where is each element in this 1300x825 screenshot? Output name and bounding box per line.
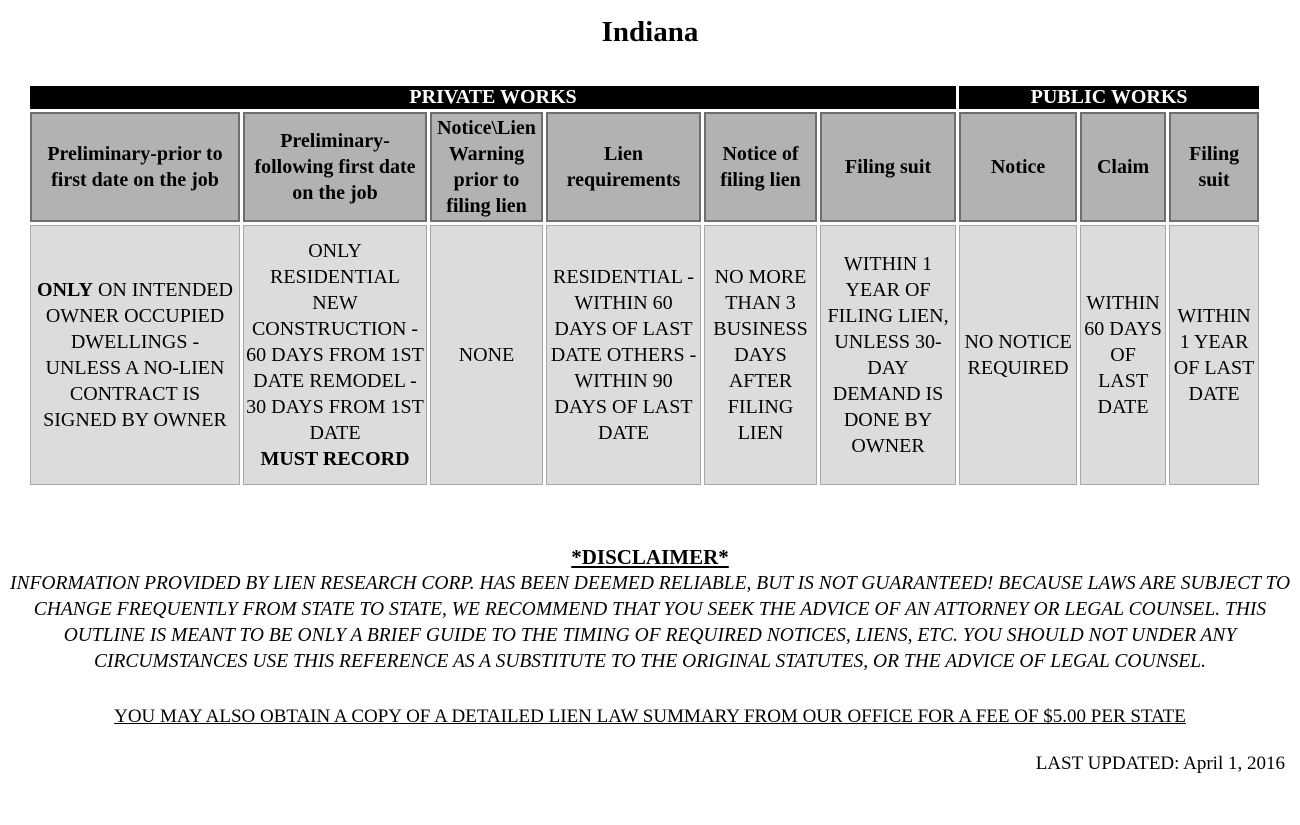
column-header-row bbox=[30, 112, 1259, 222]
col-header-notice-lien-warning: Notice\Lien Warning prior to filing lien bbox=[430, 112, 543, 222]
cell-preliminary-prior bbox=[30, 225, 240, 485]
col-header-preliminary-following: Preliminary-following first date on the job bbox=[243, 112, 427, 222]
disclaimer-heading: *DISCLAIMER* bbox=[571, 545, 729, 569]
col-header-filing-suit-public: Filing suit bbox=[1169, 112, 1259, 222]
cell-notice-lien-warning: NONE bbox=[430, 225, 543, 485]
cell-filing-suit-public: WITHIN 1 YEAR OF LAST DATE bbox=[1169, 225, 1259, 485]
cell-preliminary-following bbox=[243, 225, 427, 485]
cell-notice-public: NO NOTICE REQUIRED bbox=[959, 225, 1077, 485]
cell-claim-public: WITHIN 60 DAYS OF LAST DATE bbox=[1080, 225, 1166, 485]
col-header-preliminary-prior: Preliminary-prior to first date on the job bbox=[30, 112, 240, 222]
col-header-claim-public: Claim bbox=[1080, 112, 1166, 222]
col-header-lien-requirements: Lien requirements bbox=[546, 112, 701, 222]
page-title: Indiana bbox=[601, 16, 699, 48]
cell-preliminary-following-bold-text: MUST RECORD bbox=[260, 448, 410, 470]
cell-filing-suit-private: WITHIN 1 YEAR OF FILING LIEN, UNLESS 30-DAY DEMAND IS DONE BY OWNER bbox=[820, 225, 956, 485]
footer-offer-line: YOU MAY ALSO OBTAIN A COPY OF A DETAILED LIEN LAW SUMMARY FROM OUR OFFICE FOR A FEE OF $5.00 PER STATE bbox=[114, 706, 1186, 727]
cell-preliminary-prior-bold-text: ONLY bbox=[37, 279, 93, 301]
col-header-notice-public: Notice bbox=[959, 112, 1077, 222]
section-header-public-works: PUBLIC WORKS bbox=[959, 86, 1259, 109]
last-updated-label: LAST UPDATED: April 1, 2016 bbox=[1035, 753, 1285, 774]
section-header-row bbox=[30, 86, 1259, 109]
section-header-private-works: PRIVATE WORKS bbox=[30, 86, 956, 109]
cell-notice-of-filing-lien: NO MORE THAN 3 BUSINESS DAYS AFTER FILING LIEN bbox=[704, 225, 817, 485]
cell-preliminary-prior-text: ON INTENDED OWNER OCCUPIED DWELLINGS - UNLESS A NO-LIEN CONTRACT IS SIGNED BY OWNER bbox=[43, 279, 233, 431]
cell-lien-requirements: RESIDENTIAL - WITHIN 60 DAYS OF LAST DATE OTHERS - WITHIN 90 DAYS OF LAST DATE bbox=[546, 225, 701, 485]
data-row bbox=[30, 225, 1259, 485]
col-header-filing-suit-private: Filing suit bbox=[820, 112, 956, 222]
lien-law-table bbox=[27, 83, 1262, 488]
cell-preliminary-following-text: ONLY RESIDENTIAL NEW CONSTRUCTION - 60 DAYS FROM 1ST DATE REMODEL - 30 DAYS FROM 1ST DATE bbox=[246, 240, 424, 444]
disclaimer-body: INFORMATION PROVIDED BY LIEN RESEARCH CORP. HAS BEEN DEEMED RELIABLE, BUT IS NOT GUARANTEED! BECAUSE LAWS ARE SUBJECT TO CHANGE FREQUENTLY FROM STATE TO STATE, WE RECOMMEND THAT YOU SEEK THE ADVICE OF AN ATTORNEY OR LEGAL COUNSEL. THIS OUTLINE IS MEANT TO BE ONLY A BRIEF GUIDE TO THE TIMING OF REQUIRED NOTICES, LIENS, ETC. YOU SHOULD NOT UNDER ANY CIRCUMSTANCES USE THIS REFERENCE AS A SUBSTITUTE TO THE ORIGINAL STATUTES, OR THE ADVICE OF LEGAL COUNSEL. bbox=[9, 573, 1291, 672]
col-header-notice-of-filing-lien: Notice of filing lien bbox=[704, 112, 817, 222]
